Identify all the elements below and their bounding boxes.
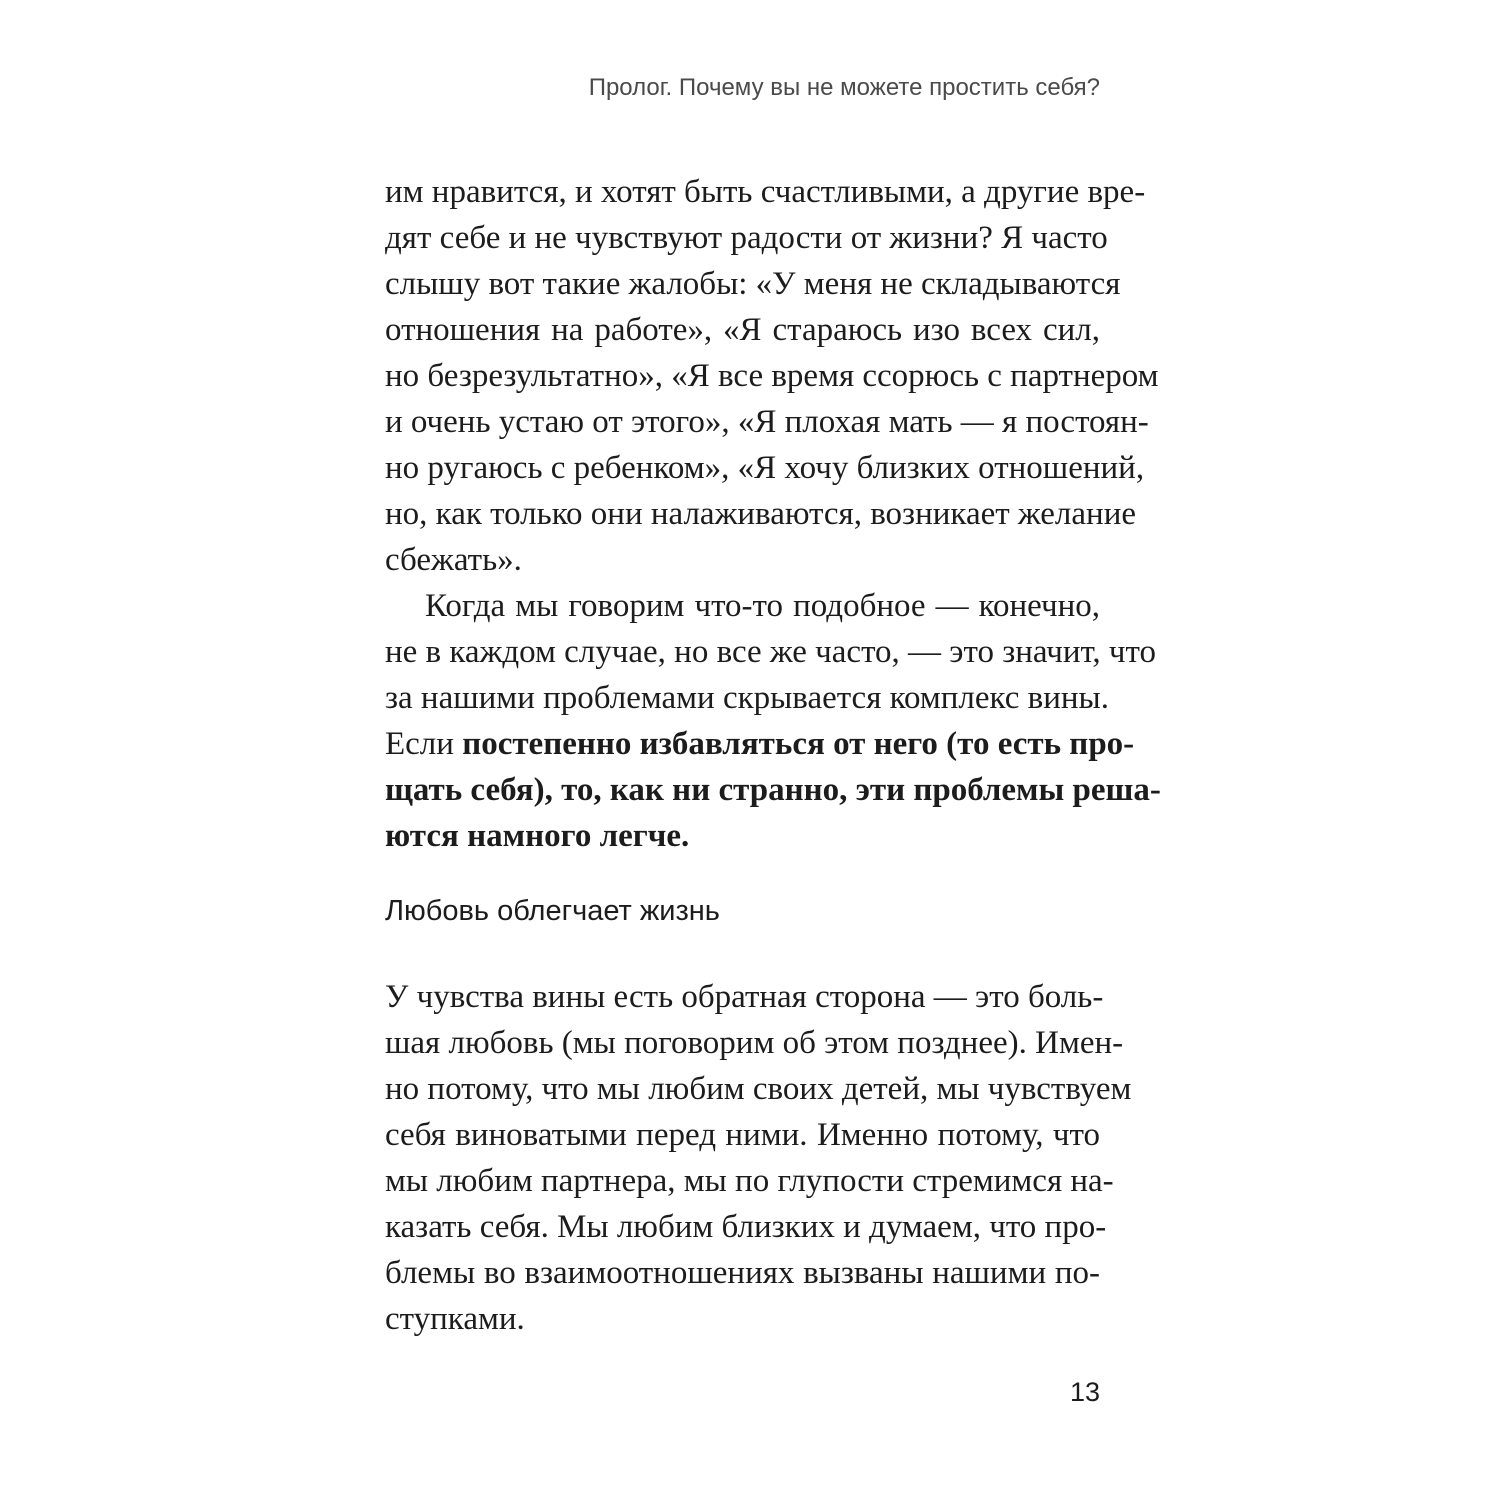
paragraph-line: сбежать». xyxy=(385,542,522,578)
bold-paragraph-line: ются намного легче. xyxy=(385,818,690,854)
paragraph-line-mixed xyxy=(385,721,1135,767)
paragraph-line: ступками. xyxy=(385,1301,525,1337)
paragraph-line: но безрезультатно», «Я все время ссорюсь с партнером xyxy=(385,358,1159,394)
running-head: Пролог. Почему вы не можете простить себя? xyxy=(588,74,1100,101)
paragraph-line: но ругаюсь с ребенком», «Я хочу близких отношений, xyxy=(385,450,1145,486)
paragraph-3 xyxy=(385,974,1132,1342)
bold-paragraph-line: щать себя), то, как ни странно, эти проблемы реша- xyxy=(385,772,1161,808)
paragraph-line: казать себя. Мы любим близких и думаем, что про- xyxy=(385,1209,1107,1245)
paragraph-line: блемы во взаимоотношениях вызваны нашими по- xyxy=(385,1255,1100,1291)
paragraph-line: себя виноватыми перед ними. Именно потому, что xyxy=(385,1117,1100,1153)
page-number: 13 xyxy=(1069,1377,1100,1407)
paragraph-line: мы любим партнера, мы по глупости стремимся на- xyxy=(385,1163,1114,1199)
paragraph-2 xyxy=(385,583,1161,859)
paragraph-line: и очень устаю от этого», «Я плохая мать — я постоян- xyxy=(385,404,1149,440)
paragraph-line: шая любовь (мы поговорим об этом позднее). Имен- xyxy=(385,1025,1124,1061)
bold-text: постепенно избавляться от него (то есть про- xyxy=(462,726,1135,762)
normal-text: Если xyxy=(385,726,463,762)
paragraph-line: но потому, что мы любим своих детей, мы чувствуем xyxy=(385,1071,1132,1107)
paragraph-line: Когда мы говорим что-то подобное — конечно, xyxy=(425,588,1100,624)
paragraph-line: У чувства вины есть обратная сторона — это боль- xyxy=(385,979,1104,1015)
paragraph-line: слышу вот такие жалобы: «У меня не складываются xyxy=(385,266,1121,302)
paragraph-line: но, как только они налаживаются, возникает желание xyxy=(385,496,1137,532)
paragraph-line: за нашими проблемами скрывается комплекс вины. xyxy=(385,680,1109,716)
section-heading: Любовь облегчает жизнь xyxy=(385,895,720,927)
paragraph-line: не в каждом случае, но все же часто, — это значит, что xyxy=(385,634,1157,670)
paragraph-line: дят себе и не чувствуют радости от жизни? Я часто xyxy=(385,220,1108,256)
paragraph-line: им нравится, и хотят быть счастливыми, а другие вре- xyxy=(385,174,1146,210)
paragraph-line: отношения на работе», «Я стараюсь изо всех сил, xyxy=(385,312,1100,348)
paragraph-1 xyxy=(385,169,1159,583)
